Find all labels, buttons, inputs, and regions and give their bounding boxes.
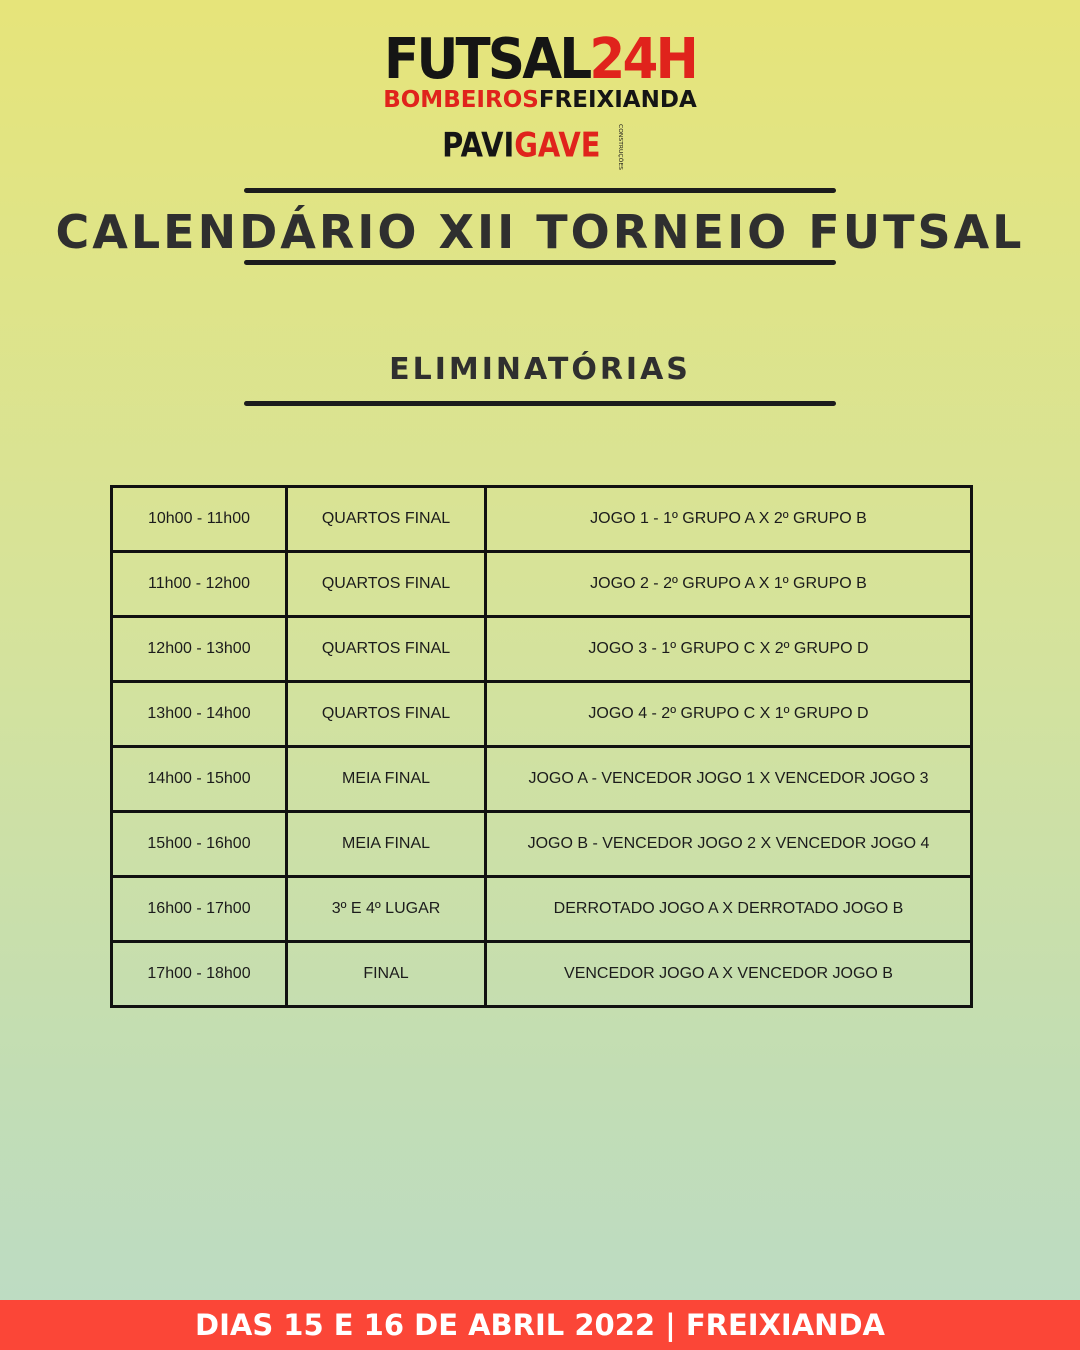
table-row [112,617,972,682]
title-top-divider [244,188,836,193]
table-row [112,487,972,552]
table-row [112,942,972,1007]
time-cell: 11h00 - 12h00 [112,552,287,617]
sponsor-logo [81,124,999,170]
phase-cell: MEIA FINAL [287,747,486,812]
title-bottom-divider [244,260,836,265]
sponsor-gave-text: GAVE [514,125,601,166]
phase-cell: 3º E 4º LUGAR [287,877,486,942]
phase-cell: MEIA FINAL [287,812,486,877]
match-cell: JOGO 3 - 1º GRUPO C X 2º GRUPO D [486,617,972,682]
table-row [112,747,972,812]
time-cell: 13h00 - 14h00 [112,682,287,747]
sponsor-pavi-text: PAVI [442,125,515,166]
sponsor-construcoes-text: CONSTRUÇÕES [617,124,624,170]
match-cell: VENCEDOR JOGO A X VENCEDOR JOGO B [486,942,972,1007]
footer-banner: DIAS 15 E 16 DE ABRIL 2022 | FREIXIANDA [0,1300,1080,1350]
time-cell: 12h00 - 13h00 [112,617,287,682]
phase-cell: QUARTOS FINAL [287,682,486,747]
phase-cell: QUARTOS FINAL [287,552,486,617]
match-cell: JOGO B - VENCEDOR JOGO 2 X VENCEDOR JOGO 4 [486,812,972,877]
phase-cell: QUARTOS FINAL [287,487,486,552]
time-cell: 10h00 - 11h00 [112,487,287,552]
logo-24h-text: 24H [589,27,696,92]
table-row [112,682,972,747]
logo-futsal-text: FUTSAL [384,27,590,92]
table-row [112,877,972,942]
phase-cell: QUARTOS FINAL [287,617,486,682]
section-title: ELIMINATÓRIAS [389,352,691,387]
section-divider [244,401,836,406]
schedule-table [110,485,973,1008]
page-title: CALENDÁRIO XII TORNEIO FUTSAL [55,205,1025,259]
match-cell: JOGO 1 - 1º GRUPO A X 2º GRUPO B [486,487,972,552]
match-cell: JOGO 2 - 2º GRUPO A X 1º GRUPO B [486,552,972,617]
logo-bombeiros-text: BOMBEIROS [383,87,539,113]
time-cell: 17h00 - 18h00 [112,942,287,1007]
match-cell: JOGO 4 - 2º GRUPO C X 1º GRUPO D [486,682,972,747]
table-row [112,552,972,617]
time-cell: 16h00 - 17h00 [112,877,287,942]
phase-cell: FINAL [287,942,486,1007]
time-cell: 15h00 - 16h00 [112,812,287,877]
event-logo [43,28,1037,92]
match-cell: JOGO A - VENCEDOR JOGO 1 X VENCEDOR JOGO 3 [486,747,972,812]
table-row [112,812,972,877]
logo-subtitle [0,86,1080,114]
time-cell: 14h00 - 15h00 [112,747,287,812]
logo-freixianda-text: FREIXIANDA [538,87,697,113]
match-cell: DERROTADO JOGO A X DERROTADO JOGO B [486,877,972,942]
